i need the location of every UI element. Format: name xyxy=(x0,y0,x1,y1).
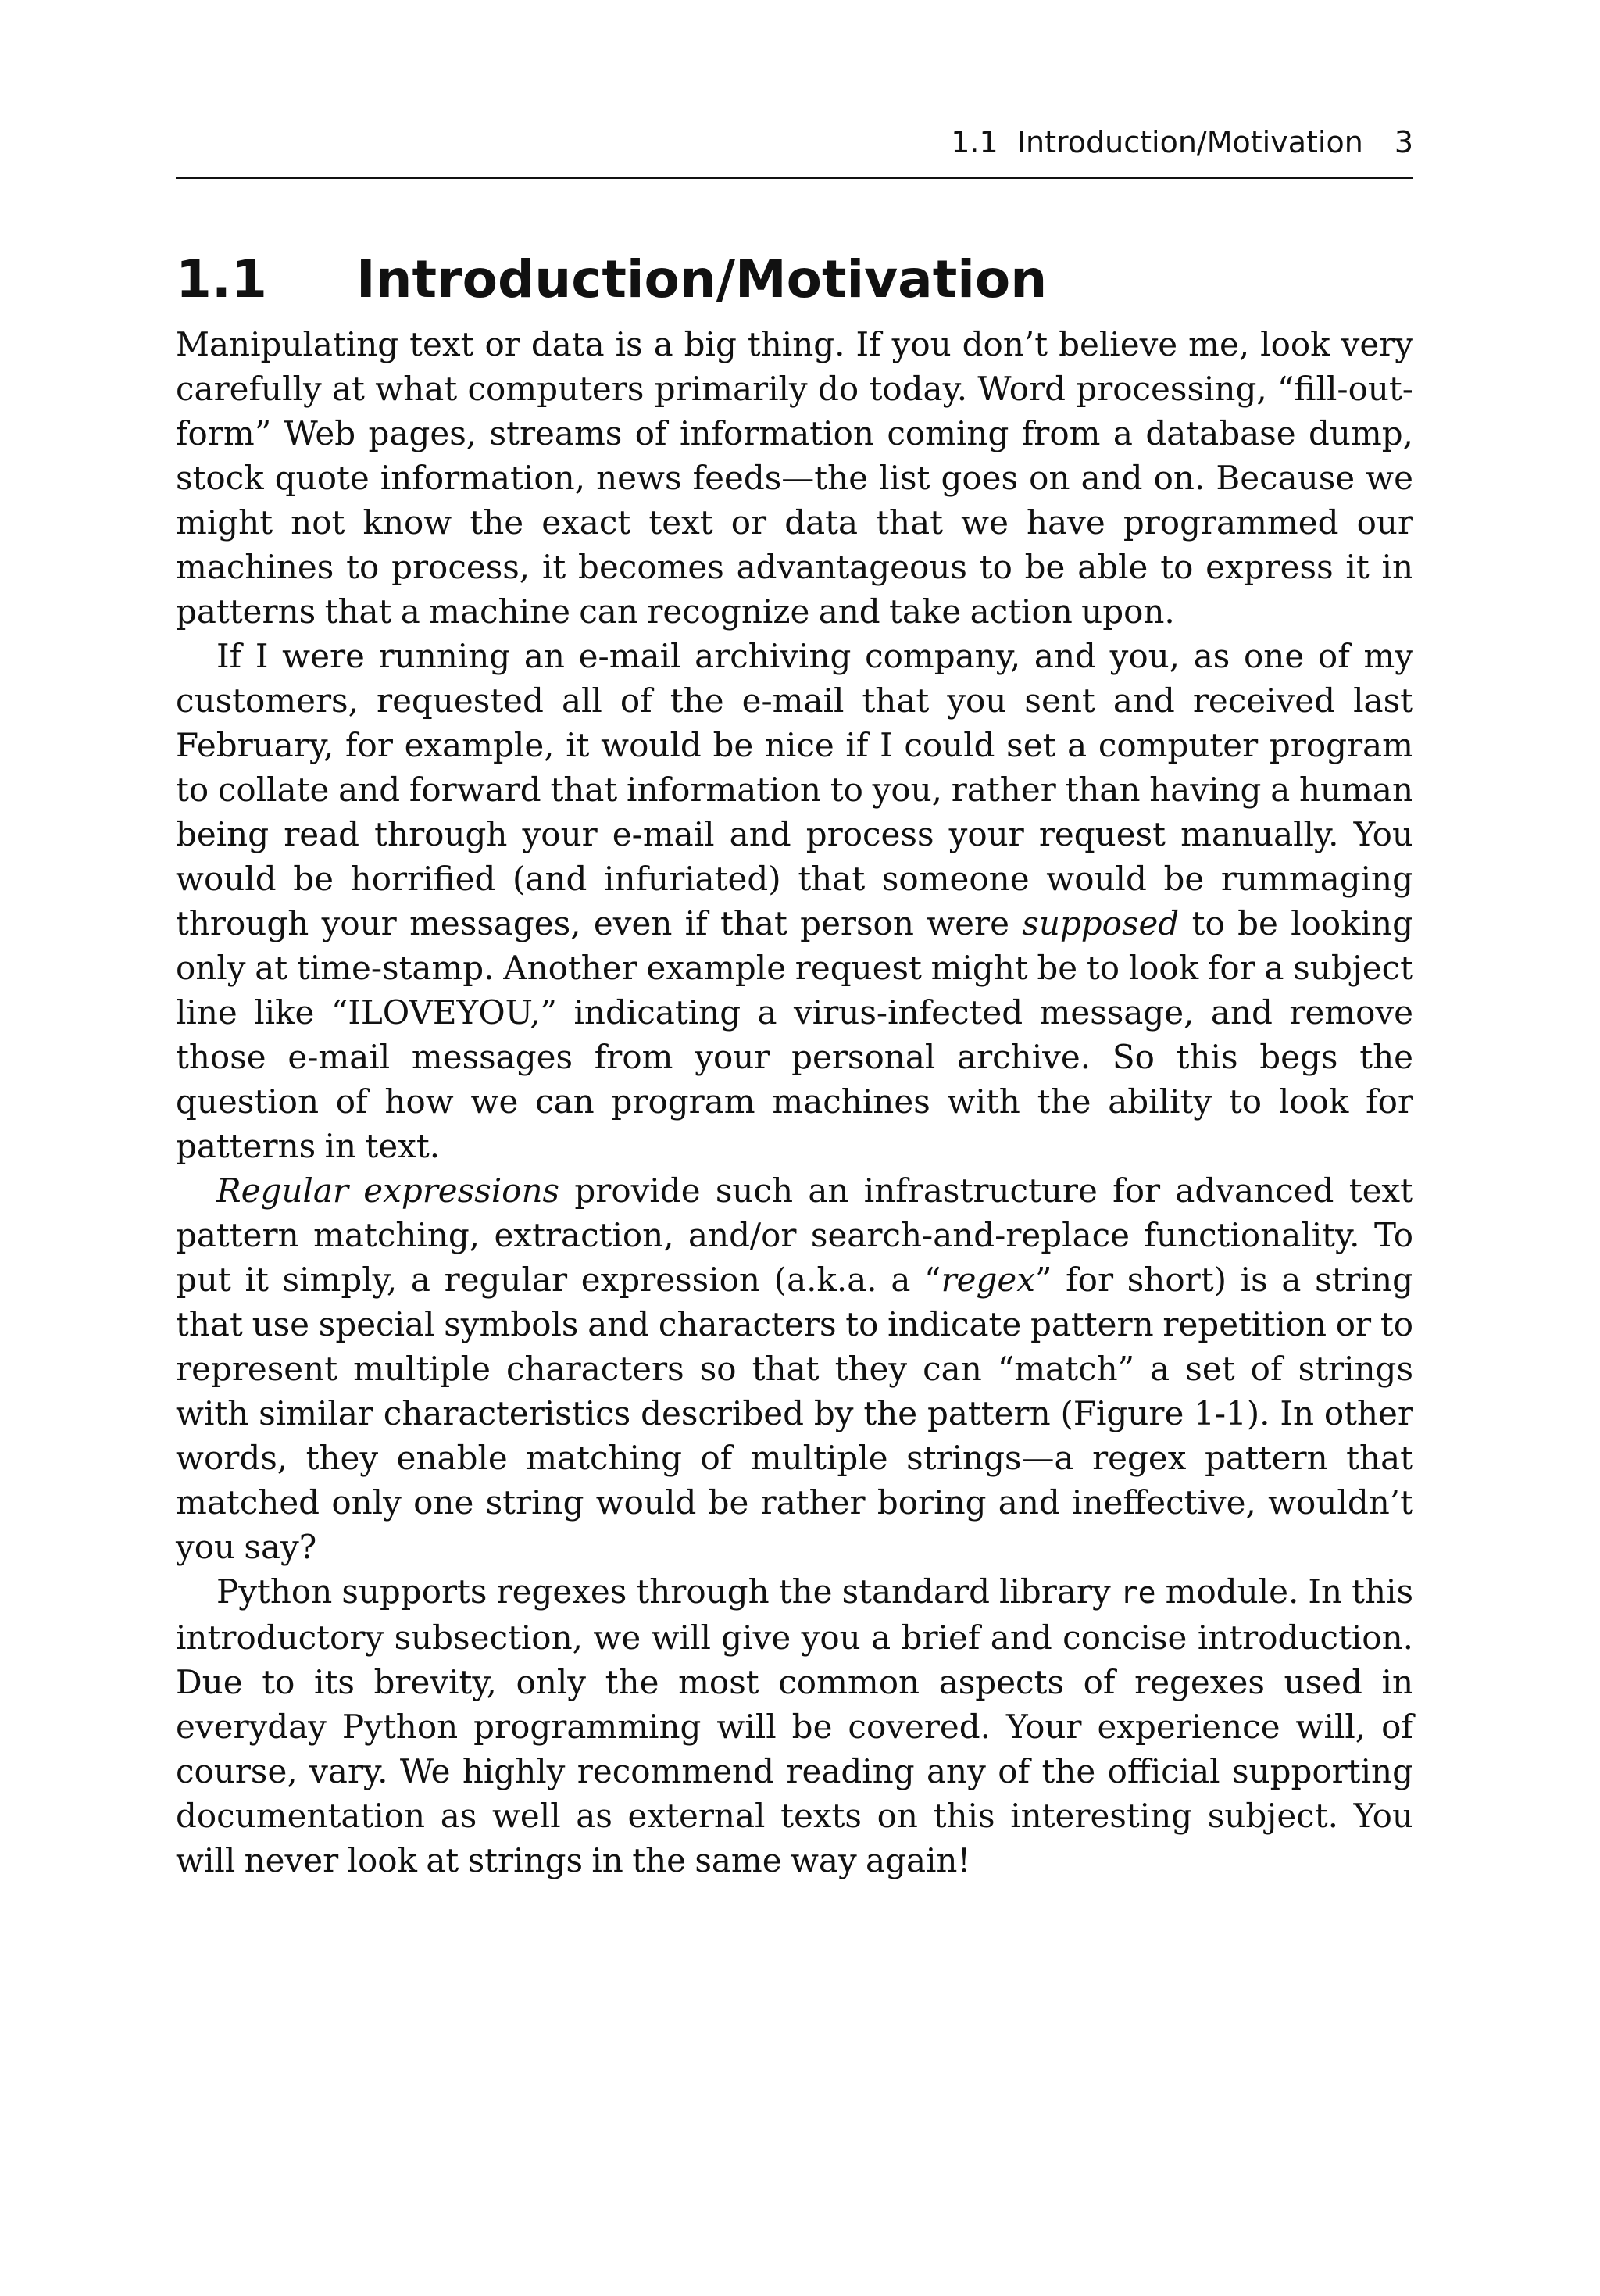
paragraph-3-emphasis-a: Regular expressions xyxy=(216,1171,560,1210)
section-title: Introduction/Motivation xyxy=(356,249,1048,309)
page-number: 3 xyxy=(1394,125,1413,159)
paragraph-3-text-a: provide such an infrastructure for advanced text pattern matching, extraction, and/or search-and-replace functionality. To put it simply, a regular expression (a.k.a. a “ xyxy=(176,1171,1414,1299)
running-title: 1.1 Introduction/Motivation xyxy=(951,125,1363,159)
page-body xyxy=(176,241,1413,1883)
paragraph-3-text-b: ” for short) is a string that use special symbols and characters to indicate pattern repetition or to represent multiple characters so that they can “match” a set of strings with similar characteristics described by the pattern (Figure 1-1). In other words, they enable matching of multiple strings—a regex pattern that matched only one string would be rather boring and ineffective, wouldn’t you say? xyxy=(176,1261,1413,1566)
section-number: 1.1 xyxy=(176,249,267,309)
paragraph-1: Manipulating text or data is a big thing. If you don’t believe me, look very carefully at what computers primarily do today. Word processing, “fill-out-form” Web pages, streams of information coming from a database dump, stock quote information, news feeds—the list goes on and on. Because we might not know the exact text or data that we have programmed our machines to process, it becomes advantageous to be able to express it in patterns that a machine can recognize and take action upon. xyxy=(176,325,1413,631)
inline-code-re: re xyxy=(1120,1575,1156,1610)
section-heading xyxy=(176,241,1413,319)
paragraph-4-text-a: Python supports regexes through the standard library xyxy=(216,1572,1120,1611)
paragraph-4-text-b: module. In this introductory subsection, we will give you a brief and concise introduction. Due to its brevity, only the most common aspects of regexes used in everyday Python programming will be covered. Your experience will, of course, vary. We highly recommend reading any of the official supporting documentation as well as external texts on this interesting subject. You will never look at strings in the same way again! xyxy=(176,1572,1413,1879)
paragraph-4 xyxy=(176,1569,1413,1883)
paragraph-3 xyxy=(176,1168,1413,1569)
paragraph-2-text-a: If I were running an e-mail archiving company, and you, as one of my customers, requested all of the e-mail that you sent and received last February, for example, it would be nice if I could set a computer program to collate and forward that information to you, rather than having a human being read through your e-mail and process your request manually. You would be horrified (and infuriated) that someone would be rummaging through your messages, even if that person were xyxy=(176,637,1413,942)
paragraph-2-emphasis: supposed xyxy=(1022,904,1180,942)
paragraph-2 xyxy=(176,634,1413,1168)
paragraph-3-emphasis-b: regex xyxy=(941,1261,1035,1299)
paragraph-2-text-b: to be looking only at time-stamp. Another example request might be to look for a subject line like “ILOVEYOU,” indicating a virus-infected message, and remove those e-mail messages from your personal archive. So this begs the question of how we can program machines with the ability to look for patterns in text. xyxy=(176,904,1413,1165)
running-header xyxy=(176,119,1413,179)
